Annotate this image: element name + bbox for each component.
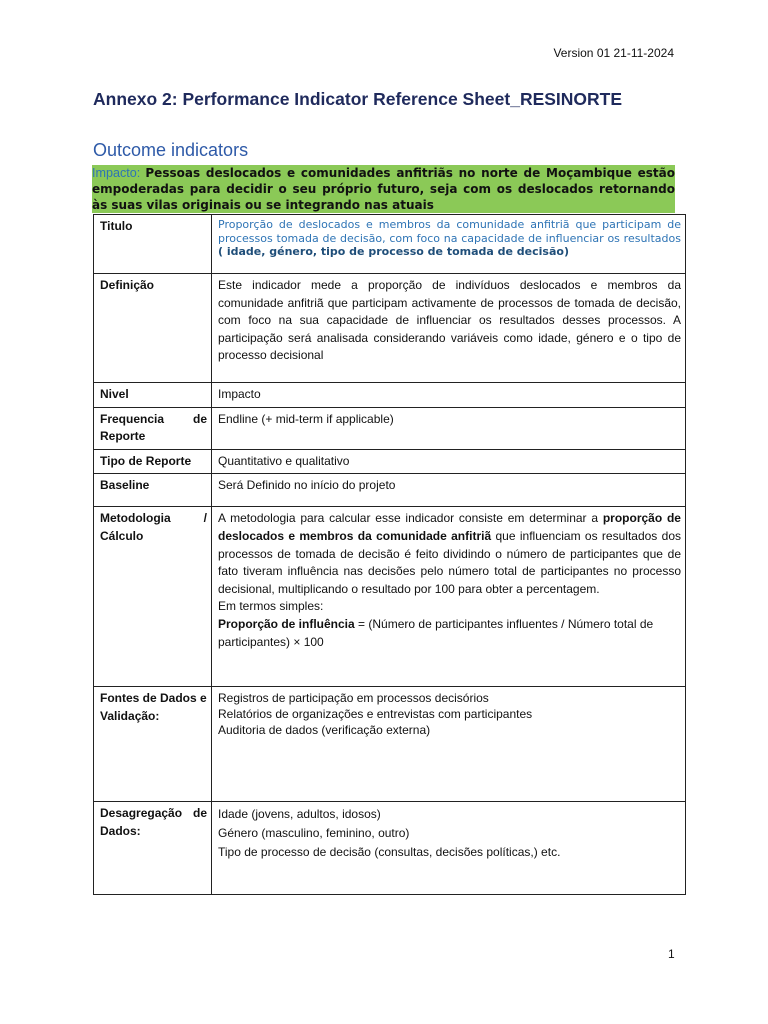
- baseline-value: Será Definido no início do projeto: [212, 474, 686, 507]
- metodologia-rest: que influenciam os resultados dos processos de tomada de decisão é feito dividindo o número de participantes que de fato tiveram influência nas decisões pelo número total de participantes no processo decisional, multiplicando o resultado por 100 para obter a percentagem.: [218, 528, 681, 596]
- tipo-value: Quantitativo e qualitativo: [212, 449, 686, 474]
- metodologia-label: Metodologia / Cálculo: [94, 507, 212, 687]
- table-row: [94, 449, 686, 474]
- baseline-label: Baseline: [94, 474, 212, 507]
- metodologia-value: [212, 507, 686, 687]
- fontes-value: [212, 687, 686, 802]
- frequencia-value: Endline (+ mid-term if applicable): [212, 407, 686, 449]
- table-row: [94, 687, 686, 802]
- version-label: Version 01 21-11-2024: [553, 46, 674, 60]
- titulo-text: Proporção de deslocados e membros da comunidade anfitriã que participam de processos tomada de decisão, com foco na capacidade de influenciar os resultados: [218, 218, 681, 245]
- titulo-extra: ( idade, género, tipo de processo de tomada de decisão): [218, 245, 569, 258]
- nivel-label: Nivel: [94, 383, 212, 408]
- document-title: Annexo 2: Performance Indicator Reference Sheet_RESINORTE: [93, 89, 623, 109]
- table-row: [94, 474, 686, 507]
- list-item: Género (masculino, feminino, outro): [218, 826, 410, 841]
- definicao-value: Este indicador mede a proporção de indivíduos deslocados e membros da comunidade anfitriã que participam activamente de processos de tomada de decisão, com foco na sua capacidade de influenciar os resultados desses processos. A participação será analisada considerando variáveis como idade, género e o tipo de processo decisional: [212, 274, 686, 383]
- formula-text: = (Número de participantes influentes / Número total de participantes) × 100: [218, 616, 654, 649]
- formula-label: Proporção de influência: [218, 616, 355, 631]
- tipo-label: Tipo de Reporte: [94, 449, 212, 474]
- impact-statement: [92, 165, 675, 213]
- frequencia-label: Frequencia de Reporte: [94, 407, 212, 449]
- table-row: [94, 383, 686, 408]
- section-title: Outcome indicators: [93, 140, 249, 160]
- table-row: [94, 215, 686, 274]
- list-item: Idade (jovens, adultos, idosos): [218, 807, 381, 822]
- nivel-value: Impacto: [212, 383, 686, 408]
- list-item: Auditoria de dados (verificação externa): [218, 723, 431, 738]
- list-item: Registros de participação em processos decisórios: [218, 691, 489, 706]
- desagregacao-value: [212, 802, 686, 895]
- fontes-label: Fontes de Dados e Validação:: [94, 687, 212, 802]
- desagregacao-label: Desagregação de Dados:: [94, 802, 212, 895]
- titulo-label: Titulo: [94, 215, 212, 274]
- definicao-label: Definição: [94, 274, 212, 383]
- metodologia-bold-phrase: proporção de deslocados e membros da comunidade anfitriã: [218, 511, 681, 543]
- indicator-reference-table: [93, 214, 686, 895]
- list-item: Relatórios de organizações e entrevistas com participantes: [218, 707, 533, 722]
- page-number: 1: [668, 947, 675, 961]
- table-row: [94, 802, 686, 895]
- impact-text: Pessoas deslocados e comunidades anfitriãs no norte de Moçambique estão empoderadas para decidir o seu próprio futuro, seja com os deslocados retornando às suas vilas originais ou se integrando nas atuais: [92, 166, 675, 212]
- table-row: [94, 274, 686, 383]
- list-item: Tipo de processo de decisão (consultas, decisões políticas,) etc.: [218, 845, 561, 860]
- table-row: [94, 407, 686, 449]
- metodologia-formula-line: [218, 616, 681, 651]
- titulo-value: [212, 215, 686, 274]
- table-row: [94, 507, 686, 687]
- impact-label: Impacto:: [92, 166, 141, 180]
- metodologia-intro: A metodologia para calcular esse indicador consiste em determinar a: [218, 511, 599, 526]
- metodologia-simple: Em termos simples:: [218, 599, 324, 614]
